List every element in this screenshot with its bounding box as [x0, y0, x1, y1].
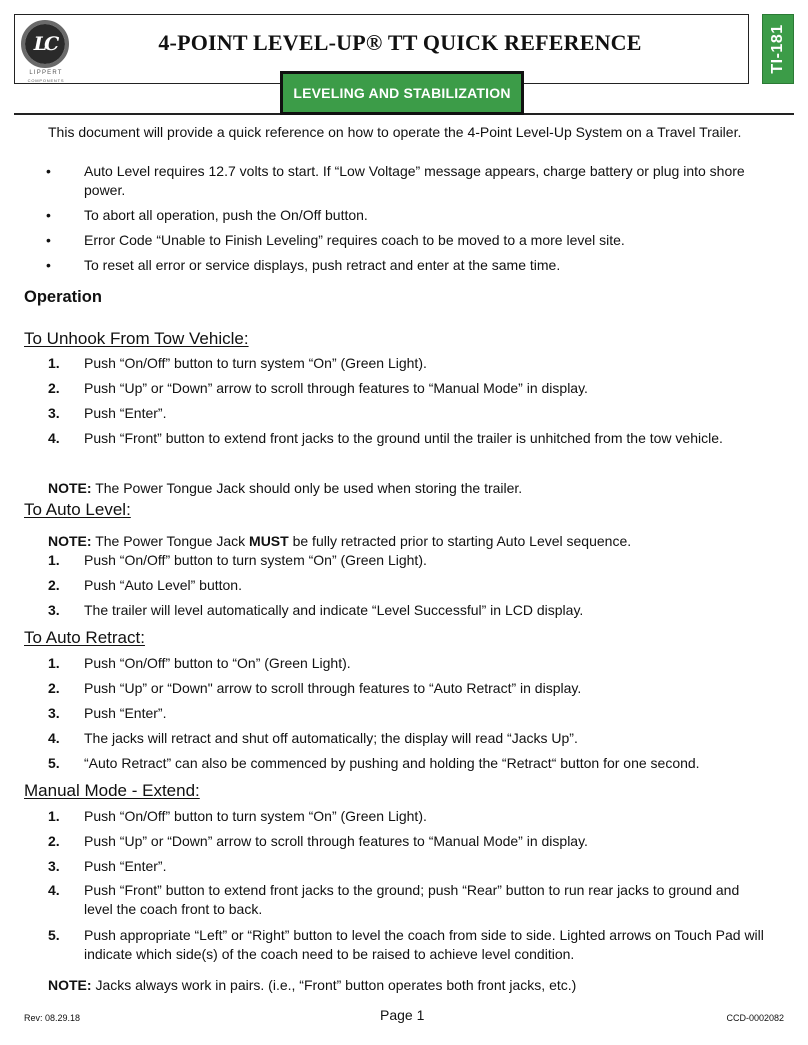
- logo-text: LIPPERT: [29, 70, 63, 76]
- note-text: be fully retracted prior to starting Auto Level sequence.: [288, 533, 632, 549]
- page-number: Page 1: [380, 1007, 425, 1023]
- auto-retract-heading: To Auto Retract:: [24, 628, 145, 647]
- step-number: 1.: [48, 355, 60, 371]
- note-label: NOTE:: [48, 533, 92, 549]
- note-text: The Power Tongue Jack should only be used when storing the trailer.: [91, 480, 523, 496]
- intro-paragraph: This document will provide a quick reference on how to operate the 4-Point Level-Up System on a Travel Trailer.: [48, 124, 742, 140]
- operation-heading: Operation: [24, 288, 102, 306]
- section-banner-label: LEVELING AND STABILIZATION: [283, 74, 521, 112]
- logo-lc-icon: LC: [25, 24, 65, 64]
- step-text: “Auto Retract” can also be commenced by pushing and holding the “Retract“ button for one second.: [84, 755, 700, 771]
- step-text: Push “Enter”.: [84, 705, 167, 721]
- step-number: 5.: [48, 755, 60, 771]
- step-number: 1.: [48, 808, 60, 824]
- step-text: The jacks will retract and shut off automatically; the display will read “Jacks Up”.: [84, 730, 578, 746]
- note-text: Jacks always work in pairs. (i.e., “Front” button operates both front jacks, etc.): [91, 977, 577, 993]
- step-text: Push “Up” or “Down” arrow to scroll through features to “Manual Mode” in display.: [84, 833, 588, 849]
- bullet-marker: •: [46, 207, 51, 223]
- intro-bullet: To reset all error or service displays, push retract and enter at the same time.: [84, 257, 561, 273]
- step-number: 2.: [48, 380, 60, 396]
- step-text: Push “On/Off” button to turn system “On” (Green Light).: [84, 355, 427, 371]
- step-number: 3.: [48, 858, 60, 874]
- step-text: Push “Up” or “Down” arrow to scroll through features to “Manual Mode” in display.: [84, 380, 588, 396]
- step-text: The trailer will level automatically and indicate “Level Successful” in LCD display.: [84, 602, 584, 618]
- document-id-tab: TI-181: [769, 24, 786, 74]
- logo-subtext: COMPONENTS: [27, 78, 65, 83]
- step-number: 4.: [48, 882, 60, 898]
- step-number: 2.: [48, 680, 60, 696]
- step-number: 4.: [48, 730, 60, 746]
- step-number: 3.: [48, 602, 60, 618]
- intro-bullet: To abort all operation, push the On/Off button.: [84, 207, 368, 223]
- step-text: Push “Front” button to extend front jacks to the ground until the trailer is unhitched from the tow vehicle.: [84, 430, 723, 446]
- note-label: NOTE:: [48, 480, 92, 496]
- step-text: Push “Auto Level” button.: [84, 577, 242, 593]
- step-number: 2.: [48, 577, 60, 593]
- step-number: 1.: [48, 655, 60, 671]
- step-text: Push “Enter”.: [84, 858, 167, 874]
- step-text: Push “Up” or “Down" arrow to scroll through features to “Auto Retract” in display.: [84, 680, 582, 696]
- step-text: Push “Enter”.: [84, 405, 167, 421]
- step-number: 1.: [48, 552, 60, 568]
- unhook-note: [48, 479, 522, 498]
- unhook-heading: To Unhook From Tow Vehicle:: [24, 329, 249, 348]
- manual-extend-note: [48, 976, 576, 995]
- auto-level-heading: To Auto Level:: [24, 500, 131, 519]
- step-number: 4.: [48, 430, 60, 446]
- step-text: Push “On/Off” button to “On” (Green Light).: [84, 655, 351, 671]
- step-text: Push appropriate “Left” or “Right” button to level the coach from side to side. Lighted arrows on Touch Pad will indicate which side(s) of the coach need to be raised to achieve level condition.: [84, 927, 764, 962]
- revision-date: Rev: 08.29.18: [24, 1013, 81, 1023]
- step-number: 3.: [48, 705, 60, 721]
- step-number: 3.: [48, 405, 60, 421]
- intro-bullet: Auto Level requires 12.7 volts to start. If “Low Voltage” message appears, charge battery or plug into shore power.: [84, 163, 745, 198]
- note-text: The Power Tongue Jack: [91, 533, 250, 549]
- intro-bullet: Error Code “Unable to Finish Leveling” requires coach to be moved to a more level site.: [84, 232, 625, 248]
- bullet-marker: •: [46, 163, 51, 179]
- bullet-marker: •: [46, 232, 51, 248]
- step-text: Push “Front” button to extend front jacks to the ground; push “Rear” button to run rear jacks to ground and level the coach front to back.: [84, 882, 740, 917]
- step-number: 2.: [48, 833, 60, 849]
- auto-level-note: [48, 532, 631, 551]
- manual-extend-heading: Manual Mode - Extend:: [24, 781, 200, 800]
- step-number: 5.: [48, 927, 60, 943]
- bullet-marker: •: [46, 257, 51, 273]
- document-code: CCD-0002082: [726, 1013, 784, 1023]
- step-text: Push “On/Off” button to turn system “On” (Green Light).: [84, 552, 427, 568]
- note-emphasis: MUST: [249, 533, 289, 549]
- note-label: NOTE:: [48, 977, 92, 993]
- page-title: 4-POINT LEVEL-UP® TT QUICK REFERENCE: [158, 30, 642, 55]
- step-text: Push “On/Off” button to turn system “On” (Green Light).: [84, 808, 427, 824]
